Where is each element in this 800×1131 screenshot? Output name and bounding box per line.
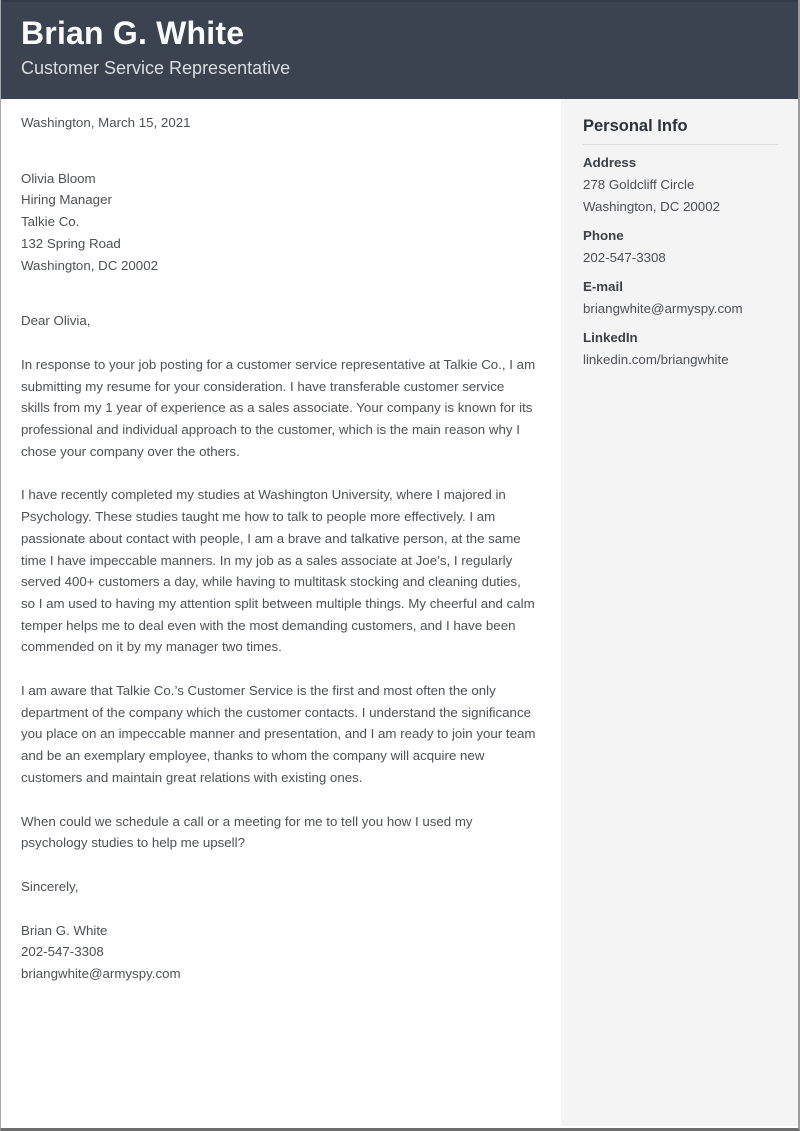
field-value: Washington, DC 20002 [583, 199, 720, 214]
field-label: E-mail [583, 279, 623, 294]
field-value: briangwhite@armyspy.com [583, 301, 743, 316]
recipient-role: Hiring Manager [21, 192, 112, 208]
personal-info-sidebar [561, 99, 798, 1126]
greeting: Dear Olivia, [21, 313, 91, 329]
sidebar-field-phone [583, 225, 778, 269]
sidebar-title: Personal Info [583, 115, 778, 145]
recipient-street: 132 Spring Road [21, 235, 121, 251]
sidebar-field-address [583, 152, 778, 218]
letter-content [1, 99, 798, 1126]
sidebar-field-linkedin [583, 327, 778, 371]
recipient-name: Olivia Bloom [21, 170, 96, 186]
letter-date: Washington, March 15, 2021 [21, 115, 191, 130]
field-value: 278 Goldcliff Circle [583, 177, 695, 192]
letter-body [1, 99, 561, 1126]
letter-header [1, 0, 798, 99]
signature-name: Brian G. White [21, 922, 108, 938]
sidebar-field-email [583, 276, 778, 320]
field-label: Phone [583, 228, 624, 243]
field-value: linkedin.com/briangwhite [583, 352, 729, 367]
recipient-company: Talkie Co. [21, 214, 80, 230]
paragraph-motivation: I am aware that Talkie Co.’s Customer Service is the first and most often the only department of the company which the customer contacts. I understand the significance you place on an impeccable manner and presentation, and I am ready to join your team and be an exemplary employee, thanks to whom the company will acquire new customers and maintain great relations with existing ones. [21, 683, 536, 785]
closing: Sincerely, [21, 878, 79, 894]
paragraph-experience: I have recently completed my studies at Washington University, where I majored in Psychology. These studies taught me how to talk to people more effectively. I am passionate about contact with people, I am a brave and talkative person, at the same time I have impeccable manners. In my job as a sales associate at Joe’s, I regularly served 400+ customers a day, while having to multitask stocking and cleaning duties, so I am used to having my attention split between multiple things. My cheerful and calm temper helps me to deal even with the most demanding customers, and I have been commended on it by my manager two times. [21, 487, 535, 655]
signature-email: briangwhite@armyspy.com [21, 966, 181, 982]
signature-block [21, 920, 536, 985]
recipient-block [21, 168, 536, 277]
paragraph-call-to-action: When could we schedule a call or a meeting for me to tell you how I used my psychology studies to help me upsell? [21, 813, 473, 851]
field-label: Address [583, 155, 637, 170]
candidate-name: Brian G. White [21, 15, 245, 51]
paragraph-intro: In response to your job posting for a customer service representative at Talkie Co., I am submitting my resume for your consideration. I have transferable customer service skills from my 1 year of experience as a sales associate. Your company is known for its professional and individual approach to the customer, which is the main reason why I chose your company over the others. [21, 356, 536, 459]
field-label: LinkedIn [583, 330, 638, 345]
signature-phone: 202-547-3308 [21, 944, 104, 960]
field-value: 202-547-3308 [583, 250, 666, 265]
recipient-city: Washington, DC 20002 [21, 257, 158, 273]
candidate-job-title: Customer Service Representative [21, 58, 291, 78]
